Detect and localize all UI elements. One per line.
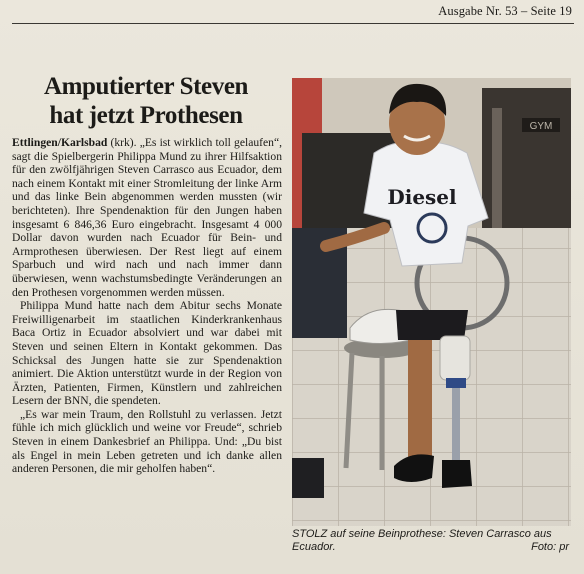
article-paragraph-1: [12, 136, 282, 299]
photo-illustration: [292, 78, 571, 526]
article-paragraph-1-text: (krk). „Es ist wirklich toll gelaufen“, sagt die Spielbergerin Philippa Mund zu ihrer Hilfsaktion für den zwölfjährigen Steven Carrasco aus Ecuador, dem nach einem Kontakt mit einer Stromleitung der linke Arm und das linke Bein abgenommen werden mussten (wir berichteten). Ihre Spendenaktion für den Jungen haben insgesamt 6 846,36 Euro eingebracht. Insgesamt 4 000 Dollar davon wurden nach Ecuador für Bein- und Armprothesen überwiesen. Der Rest liegt auf einem Sparbuch und wird nach und nach immer dann überwiesen, wenn wachstumsbedingte Veränderungen an den Prothesen vorgenommen werden müssen.: [12, 136, 282, 299]
article-paragraph-3: „Es war mein Traum, den Rollstuhl zu verlassen. Jetzt fühle ich mich glücklich und weine vor Freude“, schrieb Steven in einem Dankesbrief an Philippa. Und: „Du bist als Engel in mein Leben getreten und ich danke allen anderen Personen, die mir geholfen haben“.: [12, 407, 282, 476]
photo-credit: Foto: pr: [531, 541, 569, 553]
photo-caption: [292, 528, 571, 554]
article-headline: [10, 72, 282, 130]
dark-object: [292, 458, 324, 498]
article-photo: [292, 78, 571, 526]
prosthesis-socket: [440, 336, 470, 380]
boy-leg: [408, 340, 432, 458]
caption-text: STOLZ auf seine Beinprothese: Steven Carrasco aus Ecuador.: [292, 528, 552, 553]
header-rule: [12, 23, 574, 24]
prosthesis-pylon: [452, 380, 460, 462]
article-body: [12, 136, 282, 476]
article-paragraph-2: Philippa Mund hatte nach dem Abitur sechs Monate Freiwilligenarbeit im staatlichen Kinderkrankenhaus Baca Ortiz in Ecuador absolviert und war dabei mit Steven und seinen Eltern in Kontakt gekommen. Das Schicksal des Jungen hatte sie zur Spendenaktion animiert. Die Aktion unterstützt wurde in der Region von Ärzten, Patienten, Firmen, Künstlern und zahlreichen Lesern der BNN, die spendeten.: [12, 299, 282, 408]
gym-sign-text: GYM: [529, 121, 553, 132]
headline-line-2: hat jetzt Prothesen: [49, 102, 243, 129]
issue-page-label: Ausgabe Nr. 53 – Seite 19: [438, 4, 572, 18]
article-dateline: Ettlingen/Karlsbad: [12, 136, 108, 149]
shirt-logo-text: Diesel: [387, 185, 457, 209]
headline-line-1: Amputierter Steven: [43, 73, 249, 100]
prosthesis-connector: [446, 378, 466, 388]
right-shoe: [442, 460, 472, 488]
